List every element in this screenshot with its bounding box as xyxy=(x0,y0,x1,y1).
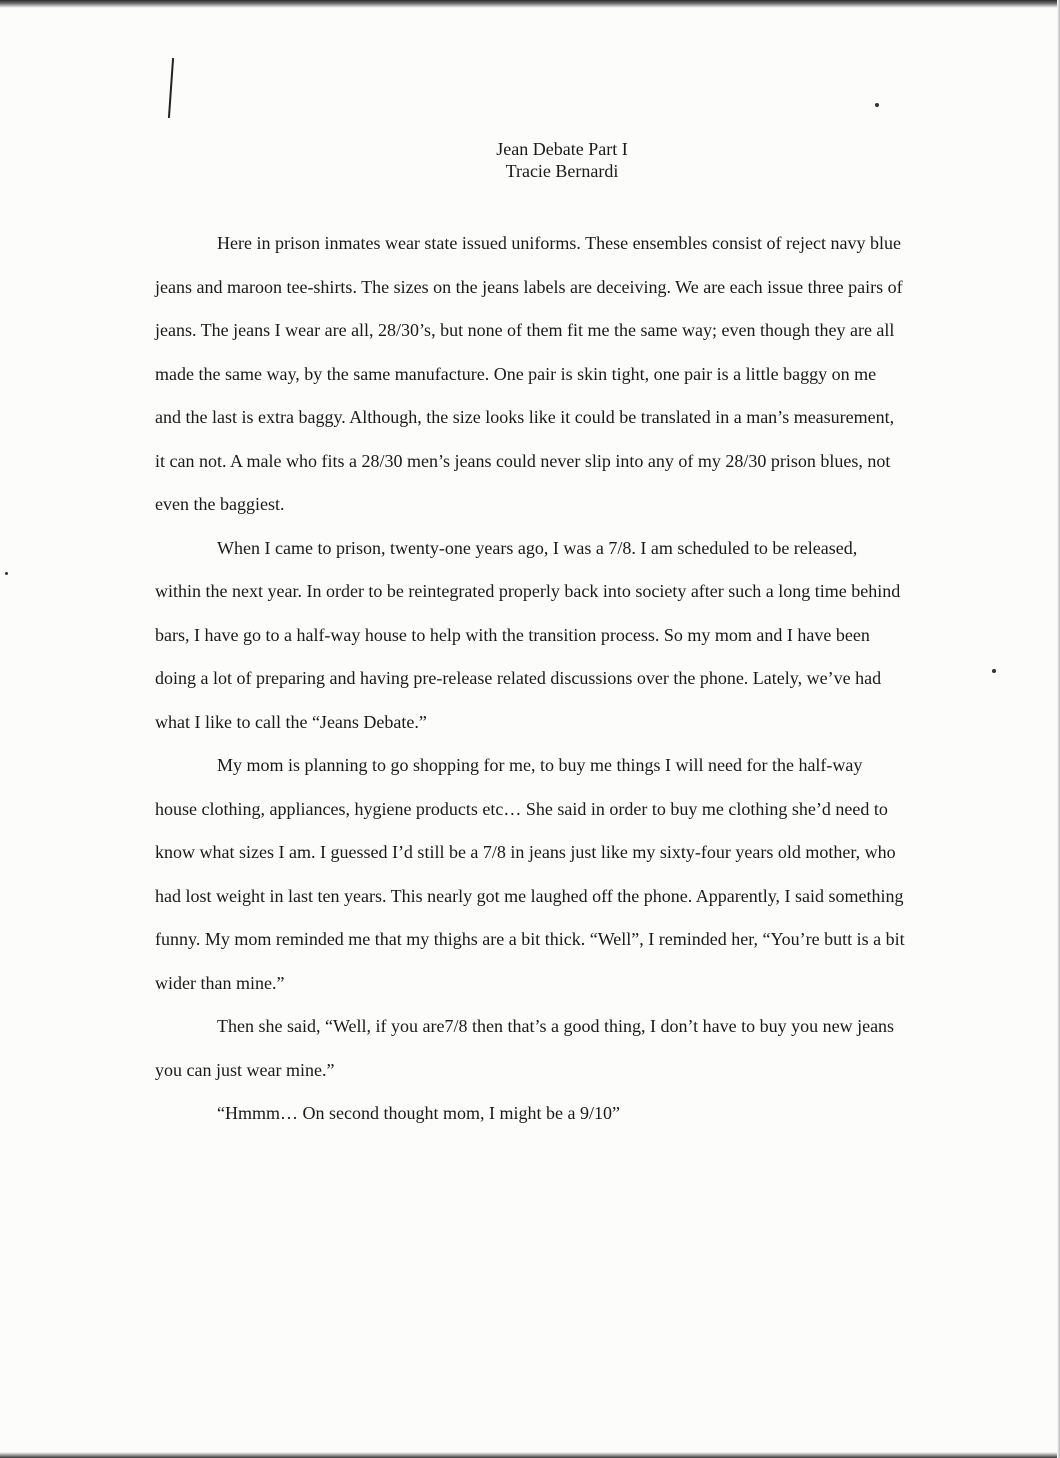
document-body xyxy=(155,222,905,1136)
scan-speck xyxy=(875,103,879,107)
paragraph: Here in prison inmates wear state issued uniforms. These ensembles consist of reject navy blue jeans and maroon tee-shirts. The sizes on the jeans labels are deceiving. We are each issue three pairs of jeans. The jeans I wear are all, 28/30’s, but none of them fit me the same way; even though they are all made the same way, by the same manufacture. One pair is skin tight, one pair is a little baggy on me and the last is extra baggy. Although, the size looks like it could be translated in a man’s measurement, it can not. A male who fits a 28/30 men’s jeans could never slip into any of my 28/30 prison blues, not even the baggiest. xyxy=(155,233,903,514)
scan-speck xyxy=(5,572,8,575)
paragraph: My mom is planning to go shopping for me, to buy me things I will need for the half-way house clothing, appliances, hygiene products etc… She said in order to buy me clothing she’d need to know what sizes I am. I guessed I’d still be a 7/8 in jeans just like my sixty-four years old mother, who had lost weight in last ten years. This nearly got me laughed off the phone. Apparently, I said something funny. My mom reminded me that my thighs are a bit thick. “Well”, I reminded her, “You’re butt is a bit wider than mine.” xyxy=(155,755,905,993)
title-block xyxy=(0,138,1060,182)
scan-edge-bottom xyxy=(0,1452,1060,1458)
scan-speck xyxy=(992,669,996,673)
pen-mark xyxy=(168,58,174,118)
paragraph: Then she said, “Well, if you are7/8 then that’s a good thing, I don’t have to buy you new jeans you can just wear mine.” xyxy=(155,1016,895,1080)
paragraph: “Hmmm… On second thought mom, I might be a 9/10” xyxy=(217,1103,620,1123)
scan-edge-top xyxy=(0,0,1060,8)
document-author: Tracie Bernardi xyxy=(505,161,619,181)
document-title: Jean Debate Part I xyxy=(496,139,628,159)
paragraph: When I came to prison, twenty-one years ago, I was a 7/8. I am scheduled to be released, within the next year. In order to be reintegrated properly back into society after such a long time behind bars, I have go to a half-way house to help with the transition process. So my mom and I have been doing a lot of preparing and having pre-release related discussions over the phone. Lately, we’ve had what I like to call the “Jeans Debate.” xyxy=(155,537,901,732)
